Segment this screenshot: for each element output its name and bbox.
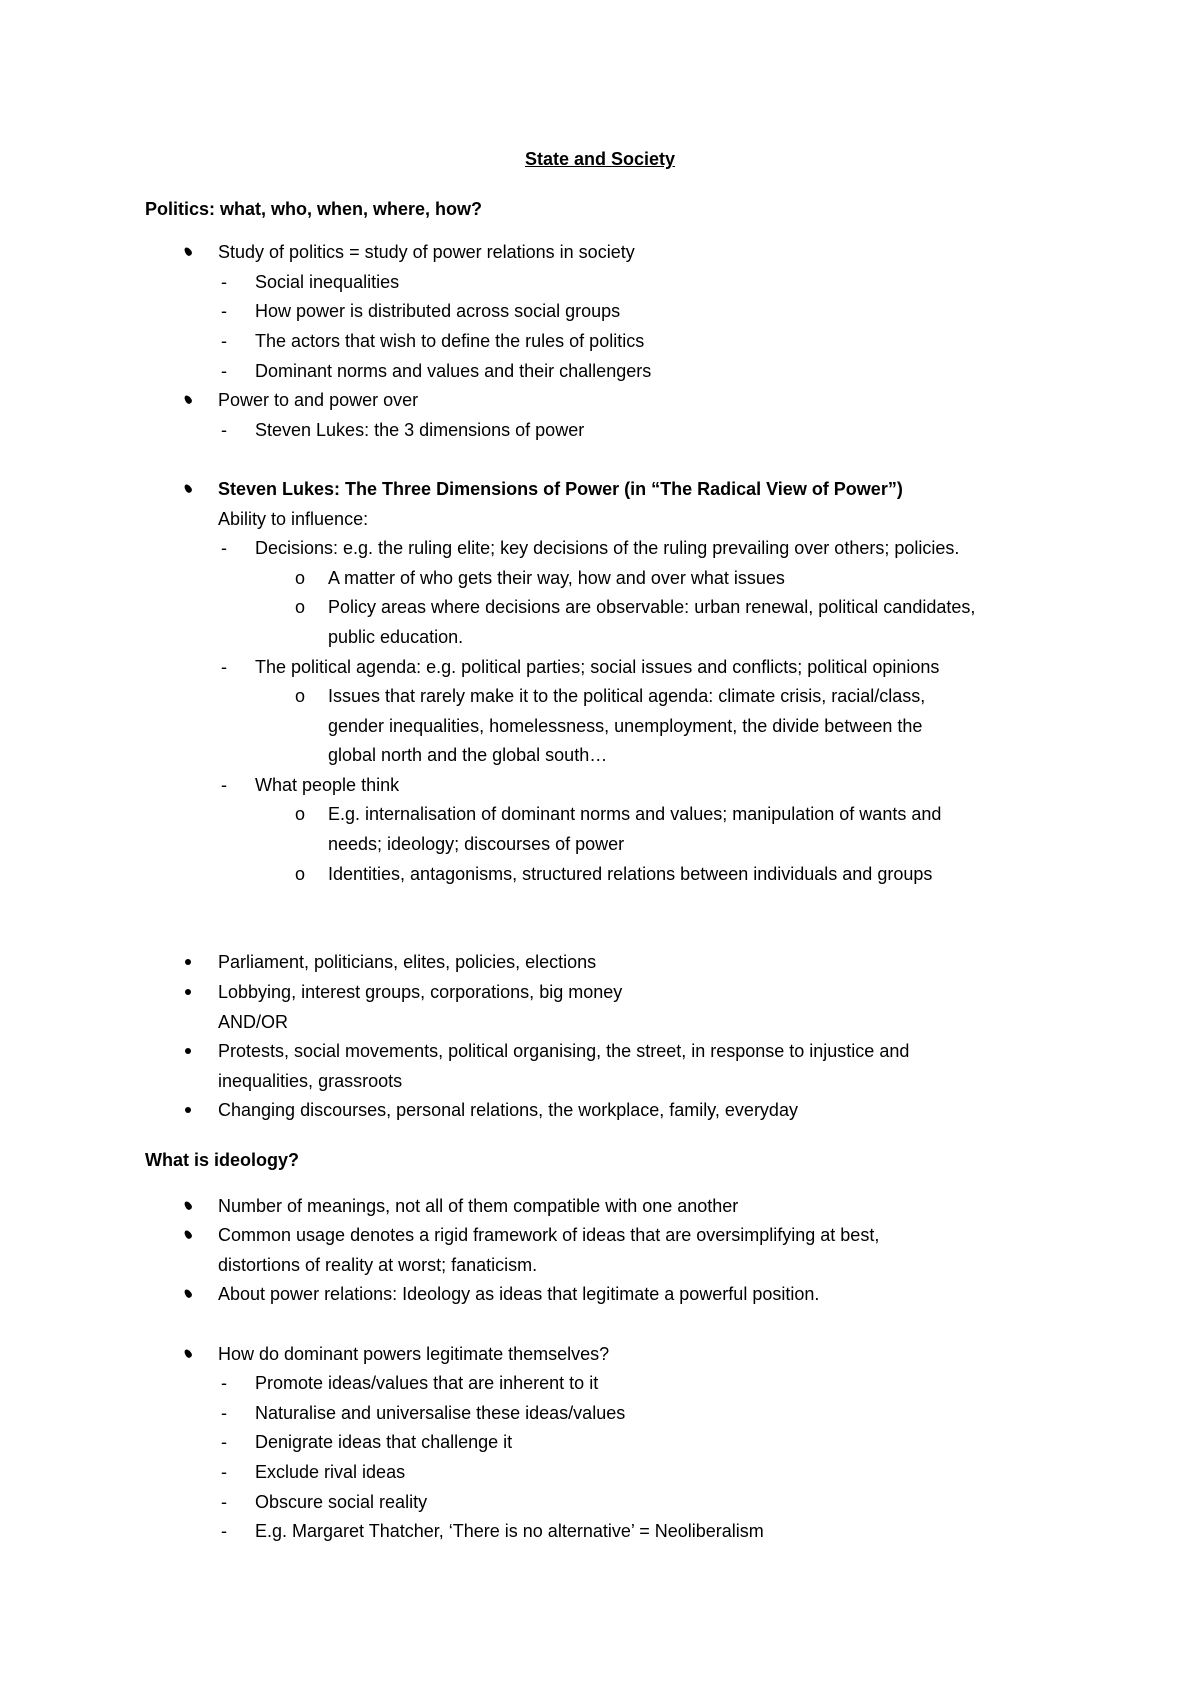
dash-item: [0, 1458, 1200, 1488]
continuation-line: [0, 712, 1200, 742]
sub-point-text: needs; ideology; discourses of power: [328, 834, 625, 855]
bullet-text: Changing discourses, personal relations, the workplace, family, everyday: [218, 1100, 798, 1121]
bullet-text: Study of politics = study of power relations in society: [218, 242, 635, 263]
dash-text: Social inequalities: [255, 271, 400, 292]
dash-item: [0, 534, 1200, 564]
continuation-line: [0, 741, 1200, 771]
dash-text: What people think: [255, 774, 400, 795]
bullet-text: AND/OR: [218, 1011, 289, 1032]
bullet-item: [0, 386, 1200, 416]
dash-marker: -: [221, 1521, 227, 1542]
bullet-item: [0, 1192, 1200, 1222]
dash-marker: -: [221, 1461, 227, 1482]
teardrop-bullet-icon: [183, 1288, 193, 1299]
round-bullet-icon: [185, 1048, 191, 1054]
sub-point-text: E.g. internalisation of dominant norms and values; manipulation of wants and: [328, 804, 942, 825]
bullet-item: [0, 1280, 1200, 1310]
dash-item: [0, 1517, 1200, 1547]
dash-item: [0, 1369, 1200, 1399]
bullet-item: [0, 978, 1200, 1008]
sub-point-text: Issues that rarely make it to the political agenda: climate crisis, racial/class,: [328, 686, 926, 707]
dash-item: [0, 1488, 1200, 1518]
section-heading-politics: [0, 195, 1200, 225]
dash-item: [0, 297, 1200, 327]
sub-point-text: global north and the global south…: [328, 745, 608, 766]
dash-item: [0, 771, 1200, 801]
dash-text: E.g. Margaret Thatcher, ‘There is no alternative’ = Neoliberalism: [255, 1521, 764, 1542]
continuation-line: [0, 1067, 1200, 1097]
dash-text: Promote ideas/values that are inherent to it: [255, 1373, 599, 1394]
circle-marker: o: [295, 863, 306, 884]
dash-marker: -: [221, 774, 227, 795]
blank-line: [0, 1310, 1200, 1340]
dash-item: [0, 268, 1200, 298]
dash-marker: -: [221, 1491, 227, 1512]
dash-item: [0, 653, 1200, 683]
dash-marker: -: [221, 301, 227, 322]
continuation-line: [0, 1251, 1200, 1281]
dash-marker: -: [221, 538, 227, 559]
dash-text: The actors that wish to define the rules of politics: [255, 330, 645, 351]
bullet-text: Number of meanings, not all of them compatible with one another: [218, 1195, 739, 1216]
dash-text: Naturalise and universalise these ideas/values: [255, 1402, 626, 1423]
dash-marker: -: [221, 1432, 227, 1453]
circle-marker: o: [295, 567, 306, 588]
bullet-text: How do dominant powers legitimate themselves?: [218, 1343, 610, 1364]
bullet-text: Steven Lukes: The Three Dimensions of Power (in “The Radical View of Power”): [218, 478, 903, 499]
continuation-line: [0, 1008, 1200, 1038]
dash-text: The political agenda: e.g. political parties; social issues and conflicts; political opinions: [255, 656, 940, 677]
dash-marker: -: [221, 656, 227, 677]
blank-line: [0, 445, 1200, 475]
teardrop-bullet-icon: [183, 1200, 193, 1211]
bullet-item: [0, 948, 1200, 978]
bullet-text: Power to and power over: [218, 390, 419, 411]
dash-text: How power is distributed across social groups: [255, 301, 621, 322]
bullet-text: inequalities, grassroots: [218, 1070, 403, 1091]
dash-text: Denigrate ideas that challenge it: [255, 1432, 513, 1453]
sub-point-text: Identities, antagonisms, structured relations between individuals and groups: [328, 863, 933, 884]
round-bullet-icon: [185, 959, 191, 965]
bullet-text: distortions of reality at worst; fanaticism.: [218, 1254, 538, 1275]
circle-marker: o: [295, 804, 306, 825]
bullet-text: Parliament, politicians, elites, policies, elections: [218, 952, 597, 973]
blank-lines: [0, 889, 1200, 948]
sub-point: [0, 564, 1200, 594]
sub-point-text: Policy areas where decisions are observable: urban renewal, political candidates,: [328, 597, 976, 618]
dash-text: Obscure social reality: [255, 1491, 428, 1512]
round-bullet-icon: [185, 1107, 191, 1113]
bullet-item: [0, 1221, 1200, 1251]
dash-marker: -: [221, 271, 227, 292]
teardrop-bullet-icon: [183, 1229, 193, 1240]
dash-text: Decisions: e.g. the ruling elite; key decisions of the ruling prevailing over others; policies.: [255, 538, 960, 559]
circle-marker: o: [295, 686, 306, 707]
dash-marker: -: [221, 1373, 227, 1394]
document-title-text: State and Society: [524, 149, 676, 169]
continuation-line: [0, 830, 1200, 860]
bullet-item: [0, 1340, 1200, 1370]
section-heading-ideology: [0, 1146, 1200, 1176]
bullet-text: Lobbying, interest groups, corporations, big money: [218, 982, 623, 1003]
bullet-text: Common usage denotes a rigid framework of ideas that are oversimplifying at best,: [218, 1225, 880, 1246]
teardrop-bullet-icon: [183, 1348, 193, 1359]
sub-point-text: gender inequalities, homelessness, unemployment, the divide between the: [328, 715, 923, 736]
dash-marker: -: [221, 1402, 227, 1423]
sub-point: [0, 800, 1200, 830]
section-heading-text: What is ideology?: [145, 1150, 300, 1170]
round-bullet-icon: [185, 989, 191, 995]
continuation-line: [0, 623, 1200, 653]
dash-item: [0, 1428, 1200, 1458]
document-title: [0, 145, 1200, 175]
dash-item: [0, 1399, 1200, 1429]
dash-item: [0, 327, 1200, 357]
teardrop-bullet-icon: [183, 483, 193, 494]
sub-point: [0, 682, 1200, 712]
dash-marker: -: [221, 419, 227, 440]
bullet-item: [0, 1096, 1200, 1126]
document-body: [0, 145, 1200, 1547]
bullet-item-lukes: [0, 475, 1200, 505]
dash-text: Exclude rival ideas: [255, 1461, 406, 1482]
section-heading-text: Politics: what, who, when, where, how?: [145, 198, 483, 219]
bullet-text: About power relations: Ideology as ideas that legitimate a powerful position.: [218, 1284, 820, 1305]
dash-marker: -: [221, 330, 227, 351]
sub-point-text: public education.: [328, 626, 464, 647]
dash-text: Steven Lukes: the 3 dimensions of power: [255, 419, 585, 440]
dash-text: Dominant norms and values and their challengers: [255, 360, 652, 381]
continuation-line: [0, 505, 1200, 535]
dash-marker: -: [221, 360, 227, 381]
bullet-item: [0, 238, 1200, 268]
circle-marker: o: [295, 597, 306, 618]
dash-item: [0, 357, 1200, 387]
sub-point: [0, 860, 1200, 890]
sub-point-text: A matter of who gets their way, how and over what issues: [328, 567, 785, 588]
intro-text: Ability to influence:: [218, 508, 369, 529]
bullet-item: [0, 1037, 1200, 1067]
bullet-text: Protests, social movements, political organising, the street, in response to injustice and: [218, 1041, 910, 1062]
teardrop-bullet-icon: [183, 394, 193, 405]
dash-item: [0, 416, 1200, 446]
sub-point: [0, 593, 1200, 623]
teardrop-bullet-icon: [183, 246, 193, 257]
